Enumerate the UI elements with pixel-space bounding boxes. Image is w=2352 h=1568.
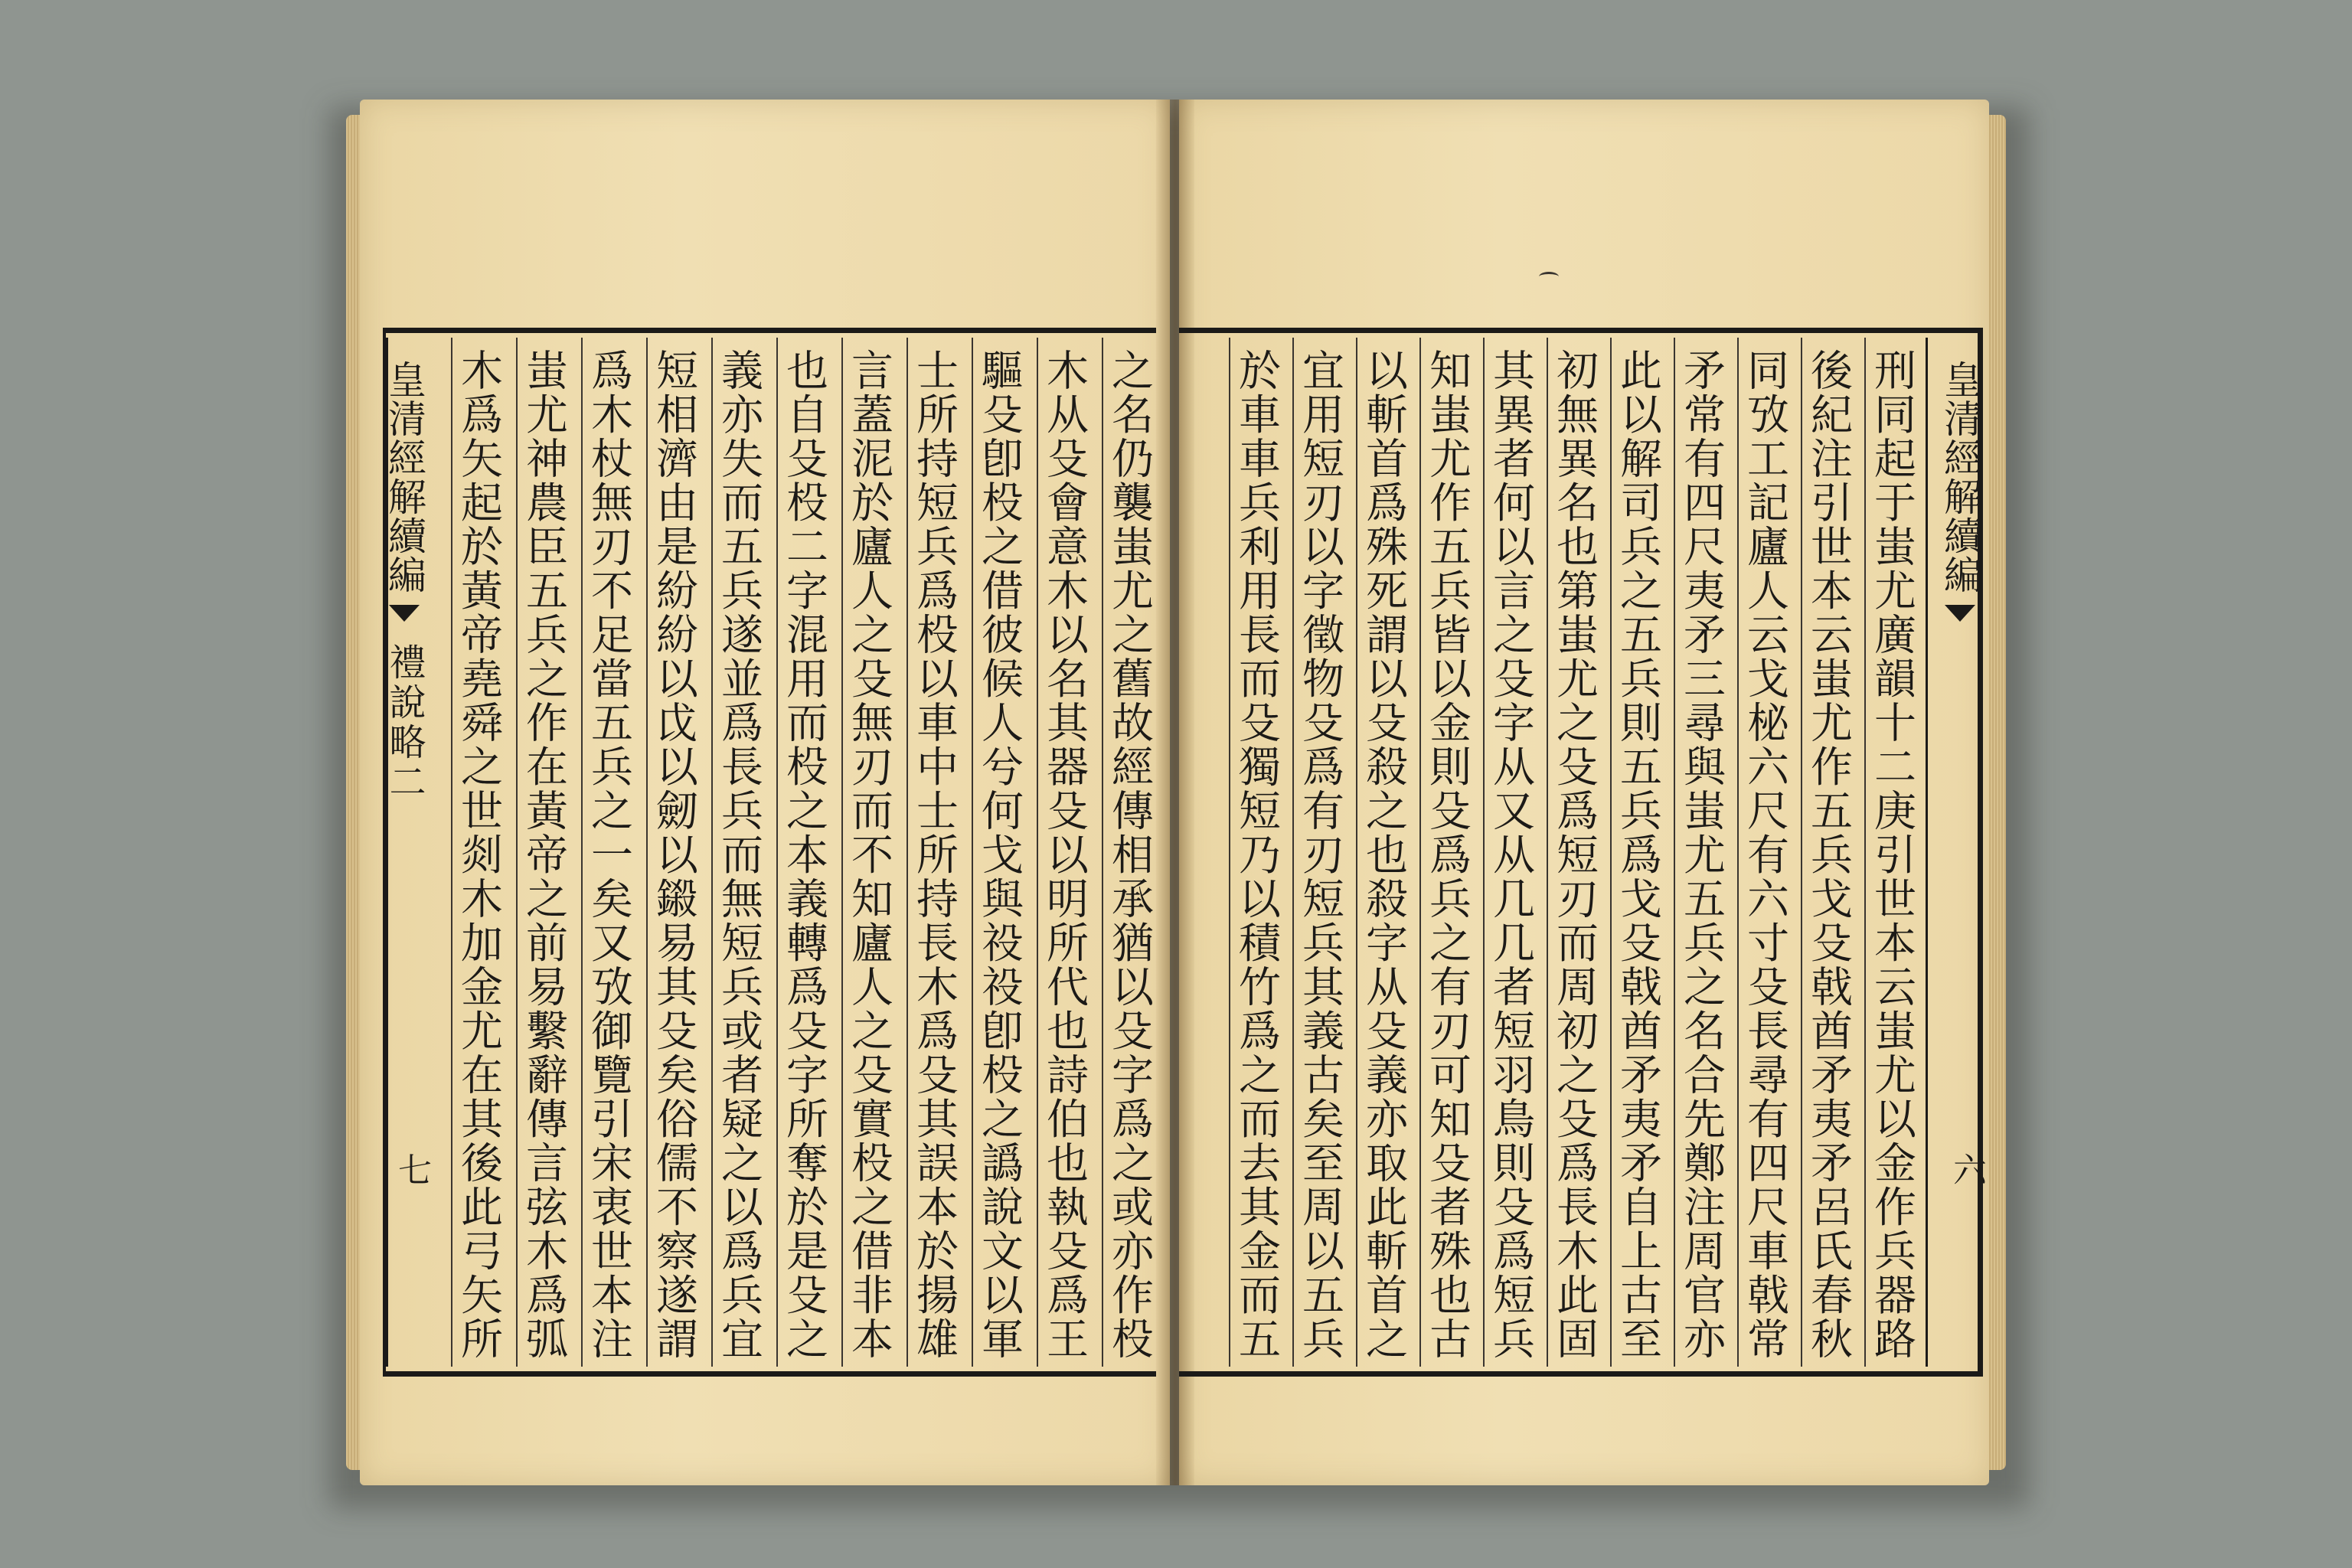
text-column: 也自殳杸二字混用而杸之本義轉爲殳字所奪於是殳之: [776, 338, 831, 1367]
text-column: 蚩尤神農臣五兵之作在黃帝之前易繫辭傳言弦木爲弧: [516, 338, 571, 1367]
left-section-title: 禮說略二: [383, 643, 426, 802]
text-column: 之名仍襲蚩尤之舊故經傳相承猶以殳字爲之或亦作杸: [1102, 338, 1157, 1367]
text-column: 義亦失而五兵遂並爲長兵而無短兵或者疑之以爲兵宜: [711, 338, 766, 1367]
fish-tail-mark: [389, 605, 420, 622]
text-column: 木从殳會意木以名其器殳以明所代也詩伯也執殳爲王: [1037, 338, 1092, 1367]
text-column: 知蚩尤作五兵皆以金則殳爲兵之有刃可知殳者殊也古: [1419, 338, 1475, 1367]
text-column: 後紀注引世本云蚩尤作五兵戈殳戟酋矛夷矛呂氏春秋: [1801, 338, 1856, 1367]
text-column: 言蓋泥於廬人之殳無刃而不知廬人之殳實杸之借非本: [841, 338, 897, 1367]
text-column: 士所持短兵爲杸以車中士所持長木爲殳其誤本於揚雄: [906, 338, 962, 1367]
left-running-title: 皇清經解續編: [382, 360, 426, 594]
text-column: 宜用短刃以字徵物殳爲有刃短兵其義古矣至周以五兵: [1292, 338, 1348, 1367]
text-column: 短相濟由是紛紛以戉以劒以鎩易其殳矣俗儒不察遂謂: [646, 338, 701, 1367]
right-running-title: 皇清經解續編: [1938, 360, 1982, 594]
text-column: 其異者何以言之殳字从又从几几者短羽鳥則殳爲短兵: [1483, 338, 1538, 1367]
text-column: 驅殳卽杸之借彼候人兮何戈與祋祋卽杸之譌說文以軍: [972, 338, 1027, 1367]
text-column: 爲木杖無刃不足當五兵之一矣又攷御覽引宋衷世本注: [581, 338, 636, 1367]
ink-mark: [1539, 272, 1559, 282]
text-column: 同攷工記廬人云戈柲六尺有六寸殳長尋有四尺車戟常: [1737, 338, 1792, 1367]
text-column: 於車車兵利用長而殳獨短乃以積竹爲之而去其金而五: [1229, 338, 1284, 1367]
right-folio-number: 六: [1947, 1152, 1986, 1186]
text-column: 以斬首爲殊死謂以殳殺之也殺字从殳義亦取此斬首之: [1356, 338, 1411, 1367]
text-column: 初無異名也第蚩尤之殳爲短刃而周初之殳爲長木此固: [1547, 338, 1602, 1367]
text-column: 矛常有四尺夷矛三尋與蚩尤五兵之名合先鄭注周官亦: [1674, 338, 1729, 1367]
left-folio-number: 七: [392, 1152, 431, 1186]
text-column: 木爲矢起於黃帝堯舜之世剡木加金尤在其後此弓矢所: [451, 338, 506, 1367]
right-text-frame: [1179, 328, 1983, 1377]
fish-tail-mark: [1945, 605, 1975, 622]
text-column: 刑同起于蚩尤廣韻十二庚引世本云蚩尤以金作兵器路: [1864, 338, 1919, 1367]
left-text-frame: [383, 328, 1156, 1377]
text-column: 此以解司兵之五兵則五兵爲戈殳戟酋矛夷矛自上古至: [1610, 338, 1665, 1367]
